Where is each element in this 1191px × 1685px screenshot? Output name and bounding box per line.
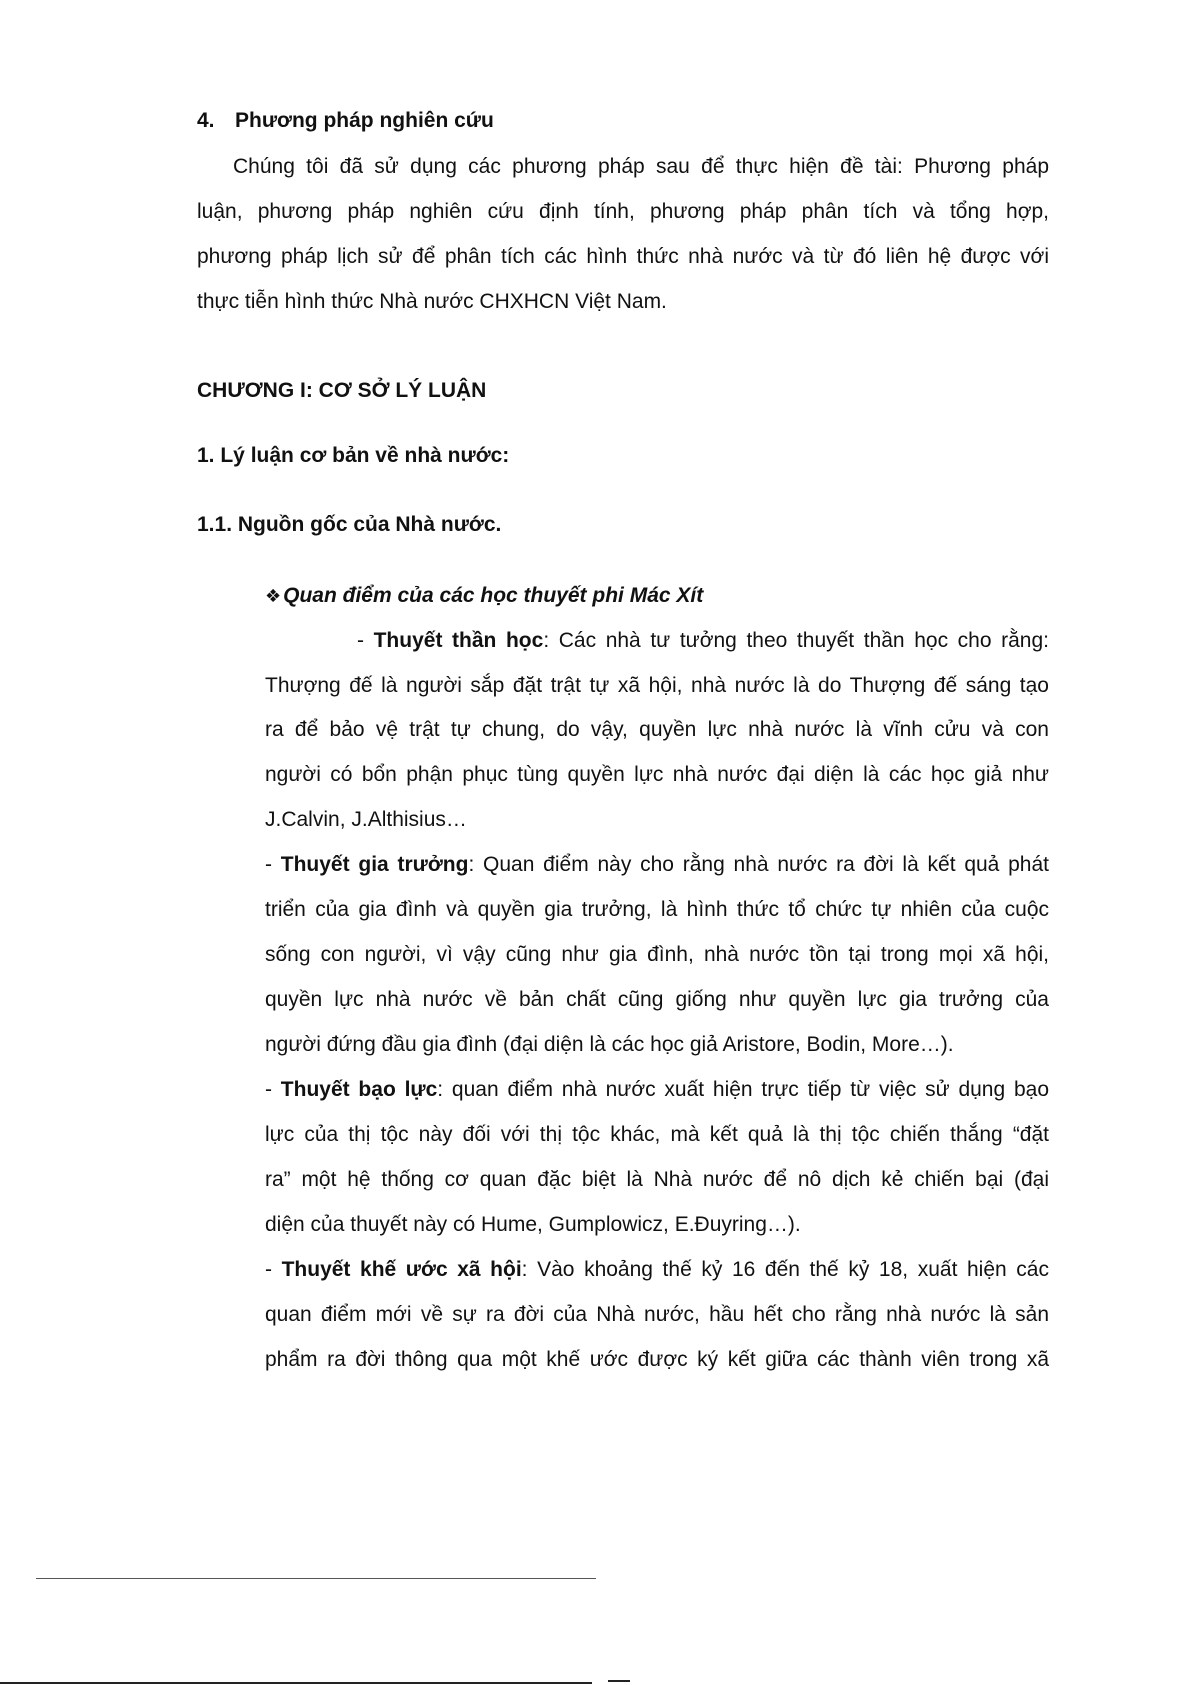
section-4-title: Phương pháp nghiên cứu	[235, 109, 494, 132]
theory-term: Thuyết khế ước xã hội	[281, 1258, 522, 1281]
theory-text: : quan điểm nhà nước xuất hiện trực tiếp từ việc sử dụng bạo	[437, 1078, 1050, 1101]
dash-prefix: -	[265, 853, 281, 876]
theory-gia-truong-first-line	[265, 851, 1049, 879]
dash-prefix: -	[265, 1078, 281, 1101]
paragraph-line: người có bổn phận phục tùng quyền lực nhà nước đại diện là các học giả như	[265, 763, 1049, 786]
theory-term: Thuyết thần học	[373, 629, 544, 652]
page-bottom-tick	[608, 1680, 630, 1682]
dash-prefix: -	[357, 629, 374, 652]
theory-text: : Quan điểm này cho rằng nhà nước ra đời là kết quả phát	[468, 853, 1049, 876]
footnote-separator	[36, 1578, 596, 1579]
paragraph-line: người đứng đầu gia đình (đại diện là các học giả Aristore, Bodin, More…).	[265, 1033, 954, 1056]
theory-text: : Các nhà tư tưởng theo thuyết thần học cho rằng:	[543, 629, 1050, 652]
paragraph-line: Chúng tôi đã sử dụng các phương pháp sau để thực hiện đề tài: Phương pháp	[233, 155, 1049, 178]
section-4-heading	[197, 107, 494, 135]
diamond-bullet-icon: ❖	[265, 586, 282, 606]
paragraph-line: Thượng đế là người sắp đặt trật tự xã hội, nhà nước là do Thượng đế sáng tạo	[265, 674, 1049, 697]
theory-khe-uoc-first-line	[265, 1256, 1049, 1284]
theory-term: Thuyết bạo lực	[280, 1078, 438, 1101]
theory-than-hoc-first-line	[357, 627, 1049, 655]
page-bottom-divider	[0, 1682, 592, 1684]
heading-1-1: 1.1. Nguồn gốc của Nhà nước.	[197, 513, 502, 536]
theory-text: : Vào khoảng thế kỷ 16 đến thế kỷ 18, xuất hiện các	[521, 1258, 1049, 1281]
paragraph-line: triển của gia đình và quyền gia trưởng, là hình thức tổ chức tự nhiên của cuộc	[265, 898, 1049, 921]
paragraph-line: phương pháp lịch sử để phân tích các hình thức nhà nước và từ đó liên hệ được với	[197, 245, 1049, 268]
paragraph-line: sống con người, vì vậy cũng như gia đình, nhà nước tồn tại trong mọi xã hội,	[265, 943, 1049, 966]
theory-term: Thuyết gia trưởng	[280, 853, 469, 876]
paragraph-line: thực tiễn hình thức Nhà nước CHXHCN Việt Nam.	[197, 290, 667, 313]
paragraph-line: ra” một hệ thống cơ quan đặc biệt là Nhà nước để nô dịch kẻ chiến bại (đại	[265, 1168, 1049, 1191]
paragraph-line: quan điểm mới về sự ra đời của Nhà nước, hầu hết cho rằng nhà nước là sản	[265, 1303, 1049, 1326]
chapter-title: CHƯƠNG I: CƠ SỞ LÝ LUẬN	[197, 379, 487, 402]
subsection-heading	[265, 582, 703, 610]
subsection-title: Quan điểm của các học thuyết phi Mác Xít	[283, 584, 704, 607]
paragraph-line: phẩm ra đời thông qua một khế ước được ký kết giữa các thành viên trong xã	[265, 1348, 1049, 1371]
dash-prefix: -	[265, 1258, 282, 1281]
paragraph-line: quyền lực nhà nước về bản chất cũng giống như quyền lực gia trưởng của	[265, 988, 1049, 1011]
paragraph-line: ra để bảo vệ trật tự chung, do vậy, quyền lực nhà nước là vĩnh cửu và con	[265, 718, 1049, 741]
paragraph-line: J.Calvin, J.Althisius…	[265, 808, 467, 831]
paragraph-line: lực của thị tộc này đối với thị tộc khác, mà kết quả là thị tộc chiến thắng “đặt	[265, 1123, 1049, 1146]
theory-bao-luc-first-line	[265, 1076, 1049, 1104]
heading-1: 1. Lý luận cơ bản về nhà nước:	[197, 444, 510, 467]
paragraph-line: luận, phương pháp nghiên cứu định tính, phương pháp phân tích và tổng hợp,	[197, 200, 1049, 223]
paragraph-line: diện của thuyết này có Hume, Gumplowicz, E.Đuyring…).	[265, 1213, 801, 1236]
section-4-number: 4.	[197, 109, 215, 132]
